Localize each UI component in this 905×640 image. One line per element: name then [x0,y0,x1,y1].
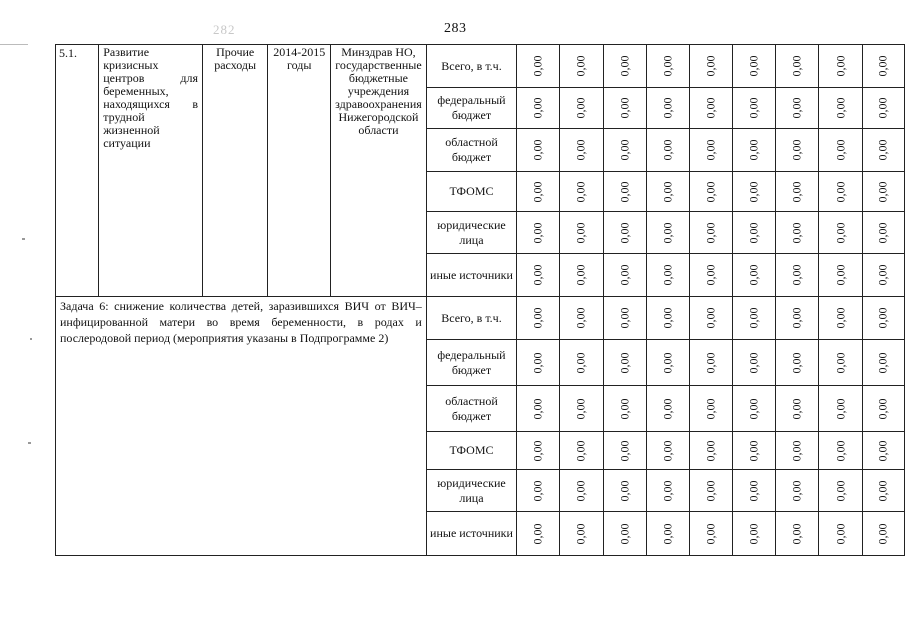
value-cell [517,88,560,129]
value-text: 0,00 [530,264,545,286]
value-cell [689,297,732,340]
value-text: 0,00 [789,139,804,161]
value-cell [646,88,689,129]
value-text: 0,00 [530,55,545,77]
value-cell [733,470,776,512]
value-text: 0,00 [573,352,588,373]
item-name: Развитие кризисных центров для беременных, находящихся в трудной жизненной ситуации [99,45,203,297]
value-cell [776,512,819,556]
value-cell [560,432,603,470]
funding-source-label: федеральный бюджет [426,340,516,386]
value-cell [819,470,862,512]
value-cell [560,340,603,386]
funding-source-label: юридические лица [426,470,516,512]
value-cell [689,512,732,556]
value-cell [819,254,862,297]
page-number: 283 [444,21,467,36]
value-cell [862,254,904,297]
value-cell [733,212,776,254]
value-text: 0,00 [660,55,675,77]
value-text: 0,00 [833,398,848,419]
value-text: 0,00 [703,480,718,501]
value-text: 0,00 [875,480,890,501]
table-row [56,297,905,340]
value-cell [603,297,646,340]
value-cell [560,129,603,172]
value-cell [733,172,776,212]
value-text: 0,00 [703,398,718,419]
value-text: 0,00 [530,523,545,544]
value-text: 0,00 [660,523,675,544]
value-cell [560,297,603,340]
value-text: 0,00 [660,97,675,119]
value-cell [517,129,560,172]
value-text: 0,00 [617,139,632,161]
value-cell [603,386,646,432]
value-cell [560,88,603,129]
value-cell [603,340,646,386]
value-cell [819,88,862,129]
value-cell [733,88,776,129]
funding-source-label: иные источники [426,254,516,297]
value-text: 0,00 [875,55,890,77]
value-text: 0,00 [833,440,848,461]
value-text: 0,00 [573,480,588,501]
value-cell [819,340,862,386]
value-text: 0,00 [833,480,848,501]
value-text: 0,00 [833,523,848,544]
value-text: 0,00 [875,307,890,329]
value-text: 0,00 [530,398,545,419]
value-cell [517,172,560,212]
value-cell [517,340,560,386]
value-text: 0,00 [833,97,848,119]
value-cell [646,172,689,212]
value-cell [603,212,646,254]
value-cell [819,432,862,470]
value-text: 0,00 [573,440,588,461]
value-cell [689,470,732,512]
funding-source-label: Всего, в т.ч. [426,297,516,340]
value-cell [560,254,603,297]
value-cell [733,432,776,470]
value-cell [776,88,819,129]
value-text: 0,00 [703,440,718,461]
funding-source-label: областной бюджет [426,386,516,432]
value-text: 0,00 [703,523,718,544]
value-cell [862,432,904,470]
value-cell [603,470,646,512]
value-cell [776,340,819,386]
value-text: 0,00 [746,480,761,501]
value-text: 0,00 [875,97,890,119]
value-cell [517,297,560,340]
value-cell [646,432,689,470]
value-cell [517,212,560,254]
value-cell [560,512,603,556]
value-cell [776,129,819,172]
value-text: 0,00 [875,222,890,243]
value-cell [819,386,862,432]
value-cell [776,45,819,88]
value-text: 0,00 [530,307,545,329]
value-text: 0,00 [573,264,588,286]
value-text: 0,00 [875,264,890,286]
value-text: 0,00 [789,480,804,501]
value-cell [862,129,904,172]
value-cell [646,212,689,254]
value-text: 0,00 [573,97,588,119]
value-text: 0,00 [617,307,632,329]
value-text: 0,00 [875,139,890,161]
budget-table [55,44,905,556]
value-text: 0,00 [617,264,632,286]
value-cell [862,212,904,254]
value-cell [689,129,732,172]
value-text: 0,00 [789,264,804,286]
value-text: 0,00 [833,307,848,329]
value-text: 0,00 [660,181,675,202]
value-text: 0,00 [833,139,848,161]
value-text: 0,00 [789,352,804,373]
value-cell [733,512,776,556]
sheet-edge-line [0,44,28,45]
table-body [56,45,905,556]
funding-source-label: Всего, в т.ч. [426,45,516,88]
value-text: 0,00 [530,139,545,161]
value-text: 0,00 [789,440,804,461]
value-cell [646,386,689,432]
value-text: 0,00 [530,222,545,243]
value-cell [646,470,689,512]
funding-source-label: ТФОМС [426,432,516,470]
value-cell [862,386,904,432]
value-cell [603,254,646,297]
value-text: 0,00 [530,97,545,119]
value-text: 0,00 [703,139,718,161]
value-text: 0,00 [617,440,632,461]
scan-speck [30,338,32,340]
funding-source-label: иные источники [426,512,516,556]
value-cell [733,297,776,340]
value-cell [733,386,776,432]
item-number: 5.1. [56,45,99,297]
value-text: 0,00 [703,307,718,329]
funding-source-label: юридические лица [426,212,516,254]
value-cell [733,254,776,297]
value-cell [560,172,603,212]
value-text: 0,00 [573,523,588,544]
value-cell [776,386,819,432]
value-text: 0,00 [746,307,761,329]
value-cell [646,45,689,88]
value-cell [646,129,689,172]
value-cell [646,340,689,386]
value-cell [862,297,904,340]
value-text: 0,00 [746,523,761,544]
value-text: 0,00 [530,352,545,373]
value-cell [517,45,560,88]
value-text: 0,00 [573,398,588,419]
value-text: 0,00 [660,480,675,501]
value-cell [862,172,904,212]
value-cell [862,470,904,512]
value-text: 0,00 [660,264,675,286]
value-text: 0,00 [617,398,632,419]
value-cell [776,212,819,254]
value-text: 0,00 [703,222,718,243]
value-cell [862,340,904,386]
item-years: 2014-2015 годы [268,45,331,297]
value-text: 0,00 [617,181,632,202]
value-text: 0,00 [703,264,718,286]
value-text: 0,00 [617,222,632,243]
funding-source-label: федеральный бюджет [426,88,516,129]
value-cell [689,45,732,88]
value-cell [560,386,603,432]
value-text: 0,00 [875,398,890,419]
ghost-page-number: 282 [213,22,236,37]
funding-source-label: ТФОМС [426,172,516,212]
value-cell [776,470,819,512]
value-cell [689,172,732,212]
value-text: 0,00 [789,398,804,419]
value-text: 0,00 [530,181,545,202]
item-executor: Минздрав НО, государственные бюджетные учреждения здравоохранения Нижегородской области [331,45,427,297]
value-text: 0,00 [875,352,890,373]
value-cell [603,512,646,556]
value-text: 0,00 [660,222,675,243]
value-cell [819,297,862,340]
value-cell [862,88,904,129]
value-cell [603,172,646,212]
value-text: 0,00 [875,181,890,202]
value-text: 0,00 [617,97,632,119]
value-cell [776,432,819,470]
value-text: 0,00 [746,139,761,161]
value-text: 0,00 [789,181,804,202]
value-text: 0,00 [833,264,848,286]
value-text: 0,00 [746,222,761,243]
value-cell [862,512,904,556]
value-cell [733,340,776,386]
value-text: 0,00 [789,523,804,544]
value-text: 0,00 [746,181,761,202]
funding-source-label: областной бюджет [426,129,516,172]
task-description: Задача 6: снижение количества детей, заразившихся ВИЧ от ВИЧ–инфицированной матери во время беременности, в родах и послеродовой период (мероприятия указаны в Подпрограмме 2) [56,297,427,556]
value-text: 0,00 [746,398,761,419]
value-text: 0,00 [746,264,761,286]
value-cell [733,129,776,172]
value-text: 0,00 [703,352,718,373]
value-cell [603,45,646,88]
value-cell [646,297,689,340]
value-text: 0,00 [660,307,675,329]
value-text: 0,00 [660,139,675,161]
value-cell [517,254,560,297]
value-text: 0,00 [833,222,848,243]
value-cell [646,254,689,297]
value-text: 0,00 [833,55,848,77]
value-text: 0,00 [875,440,890,461]
value-cell [819,172,862,212]
value-cell [819,512,862,556]
value-cell [862,45,904,88]
value-cell [517,386,560,432]
value-text: 0,00 [703,181,718,202]
value-cell [689,212,732,254]
table-row [56,45,905,88]
value-text: 0,00 [789,55,804,77]
value-text: 0,00 [573,139,588,161]
value-cell [517,432,560,470]
value-cell [603,432,646,470]
value-text: 0,00 [789,222,804,243]
item-expense-type: Прочие расходы [203,45,268,297]
value-text: 0,00 [617,55,632,77]
value-cell [517,470,560,512]
value-text: 0,00 [703,97,718,119]
value-cell [819,212,862,254]
value-text: 0,00 [789,307,804,329]
value-text: 0,00 [573,307,588,329]
value-cell [560,45,603,88]
value-text: 0,00 [573,55,588,77]
value-cell [819,129,862,172]
value-cell [603,129,646,172]
value-cell [603,88,646,129]
scan-speck [28,442,31,444]
value-text: 0,00 [833,181,848,202]
value-text: 0,00 [660,440,675,461]
value-cell [560,212,603,254]
value-cell [646,512,689,556]
value-text: 0,00 [789,97,804,119]
scan-speck [22,238,25,240]
value-cell [776,172,819,212]
value-text: 0,00 [617,352,632,373]
value-cell [776,254,819,297]
value-cell [689,254,732,297]
value-cell [689,432,732,470]
value-text: 0,00 [573,181,588,202]
value-cell [517,512,560,556]
value-text: 0,00 [746,440,761,461]
value-cell [733,45,776,88]
value-text: 0,00 [617,523,632,544]
value-text: 0,00 [660,352,675,373]
value-cell [560,470,603,512]
value-text: 0,00 [573,222,588,243]
value-text: 0,00 [746,352,761,373]
value-text: 0,00 [703,55,718,77]
value-cell [689,340,732,386]
value-cell [689,88,732,129]
value-text: 0,00 [530,440,545,461]
value-cell [689,386,732,432]
value-text: 0,00 [530,480,545,501]
value-text: 0,00 [746,55,761,77]
value-text: 0,00 [746,97,761,119]
value-text: 0,00 [660,398,675,419]
value-text: 0,00 [833,352,848,373]
value-cell [819,45,862,88]
value-text: 0,00 [875,523,890,544]
value-text: 0,00 [617,480,632,501]
value-cell [776,297,819,340]
